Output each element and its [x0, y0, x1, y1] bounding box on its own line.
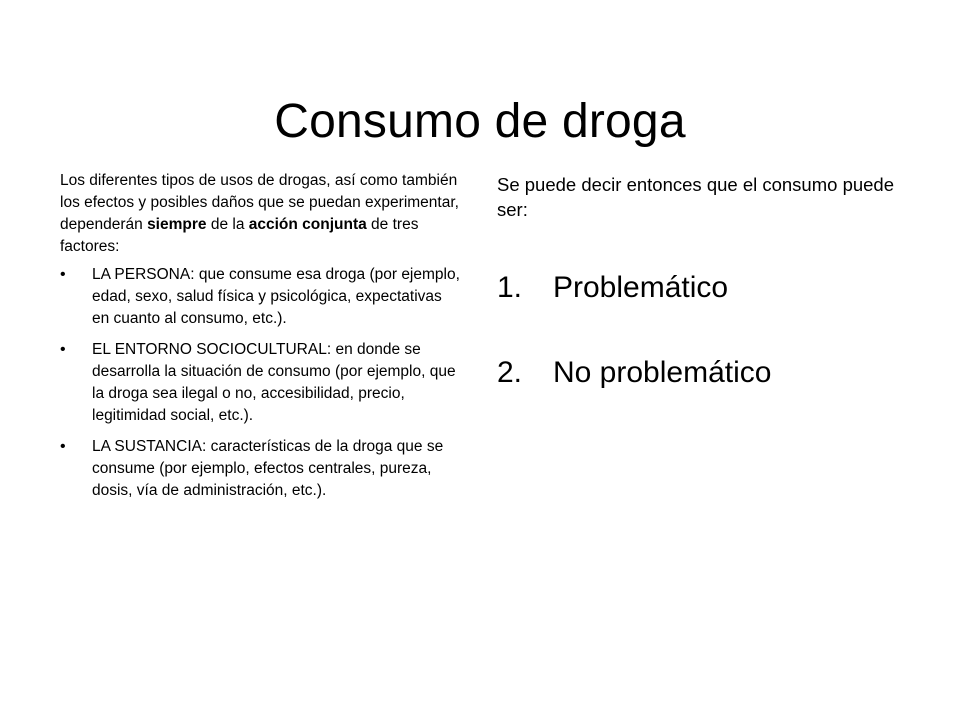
intro-bold-siempre: siempre [147, 216, 207, 233]
intro-bold-accion-conjunta: acción conjunta [248, 216, 367, 233]
factor-item-persona [60, 264, 460, 330]
factor-description-persona: : que consume esa droga (por ejemplo, edad, sexo, salud física y psicológica, expectativas en cuanto al consumo, etc.). [92, 266, 460, 327]
consumption-type-label: No problemático [553, 356, 772, 389]
list-number: 2. [497, 356, 523, 389]
consumption-type-label: Problemático [553, 271, 729, 304]
factors-list [60, 264, 460, 502]
intro-text-part-1: Los diferentes tipos de usos de drogas, así como también los efectos y posibles daños que se puedan experimentar, dependerán [60, 172, 459, 233]
bullet-icon: • [60, 266, 66, 283]
factor-description-entorno-sociocultural: : en donde se desarrolla la situación de consumo (por ejemplo, que la droga sea ilegal o no, accesibilidad, precio, legitimidad social, etc.). [92, 341, 456, 424]
intro-text-part-3: de tres factores: [60, 216, 419, 255]
factor-label-persona: LA PERSONA [92, 266, 191, 283]
left-content-column [60, 170, 460, 511]
intro-paragraph [60, 170, 460, 258]
bullet-icon: • [60, 438, 66, 455]
factor-description-sustancia: : características de la droga que se consume (por ejemplo, efectos centrales, pureza, dosis, vía de administración, etc.). [92, 438, 444, 499]
consumption-types-list [497, 268, 907, 393]
consumption-lead-text: Se puede decir entonces que el consumo puede ser: [497, 174, 895, 220]
consumption-type-non-problematic [497, 353, 907, 393]
factor-item-sustancia [60, 436, 460, 502]
factor-item-entorno-sociocultural [60, 339, 460, 427]
bullet-icon: • [60, 341, 66, 358]
right-content-column [497, 172, 907, 438]
list-number: 1. [497, 271, 523, 304]
factor-label-sustancia: LA SUSTANCIA [92, 438, 202, 455]
factor-label-entorno-sociocultural: EL ENTORNO SOCIOCULTURAL [92, 341, 327, 358]
intro-text-part-2: de la [206, 216, 249, 233]
consumption-type-problematic [497, 268, 907, 308]
slide-title: Consumo de droga [274, 95, 686, 149]
